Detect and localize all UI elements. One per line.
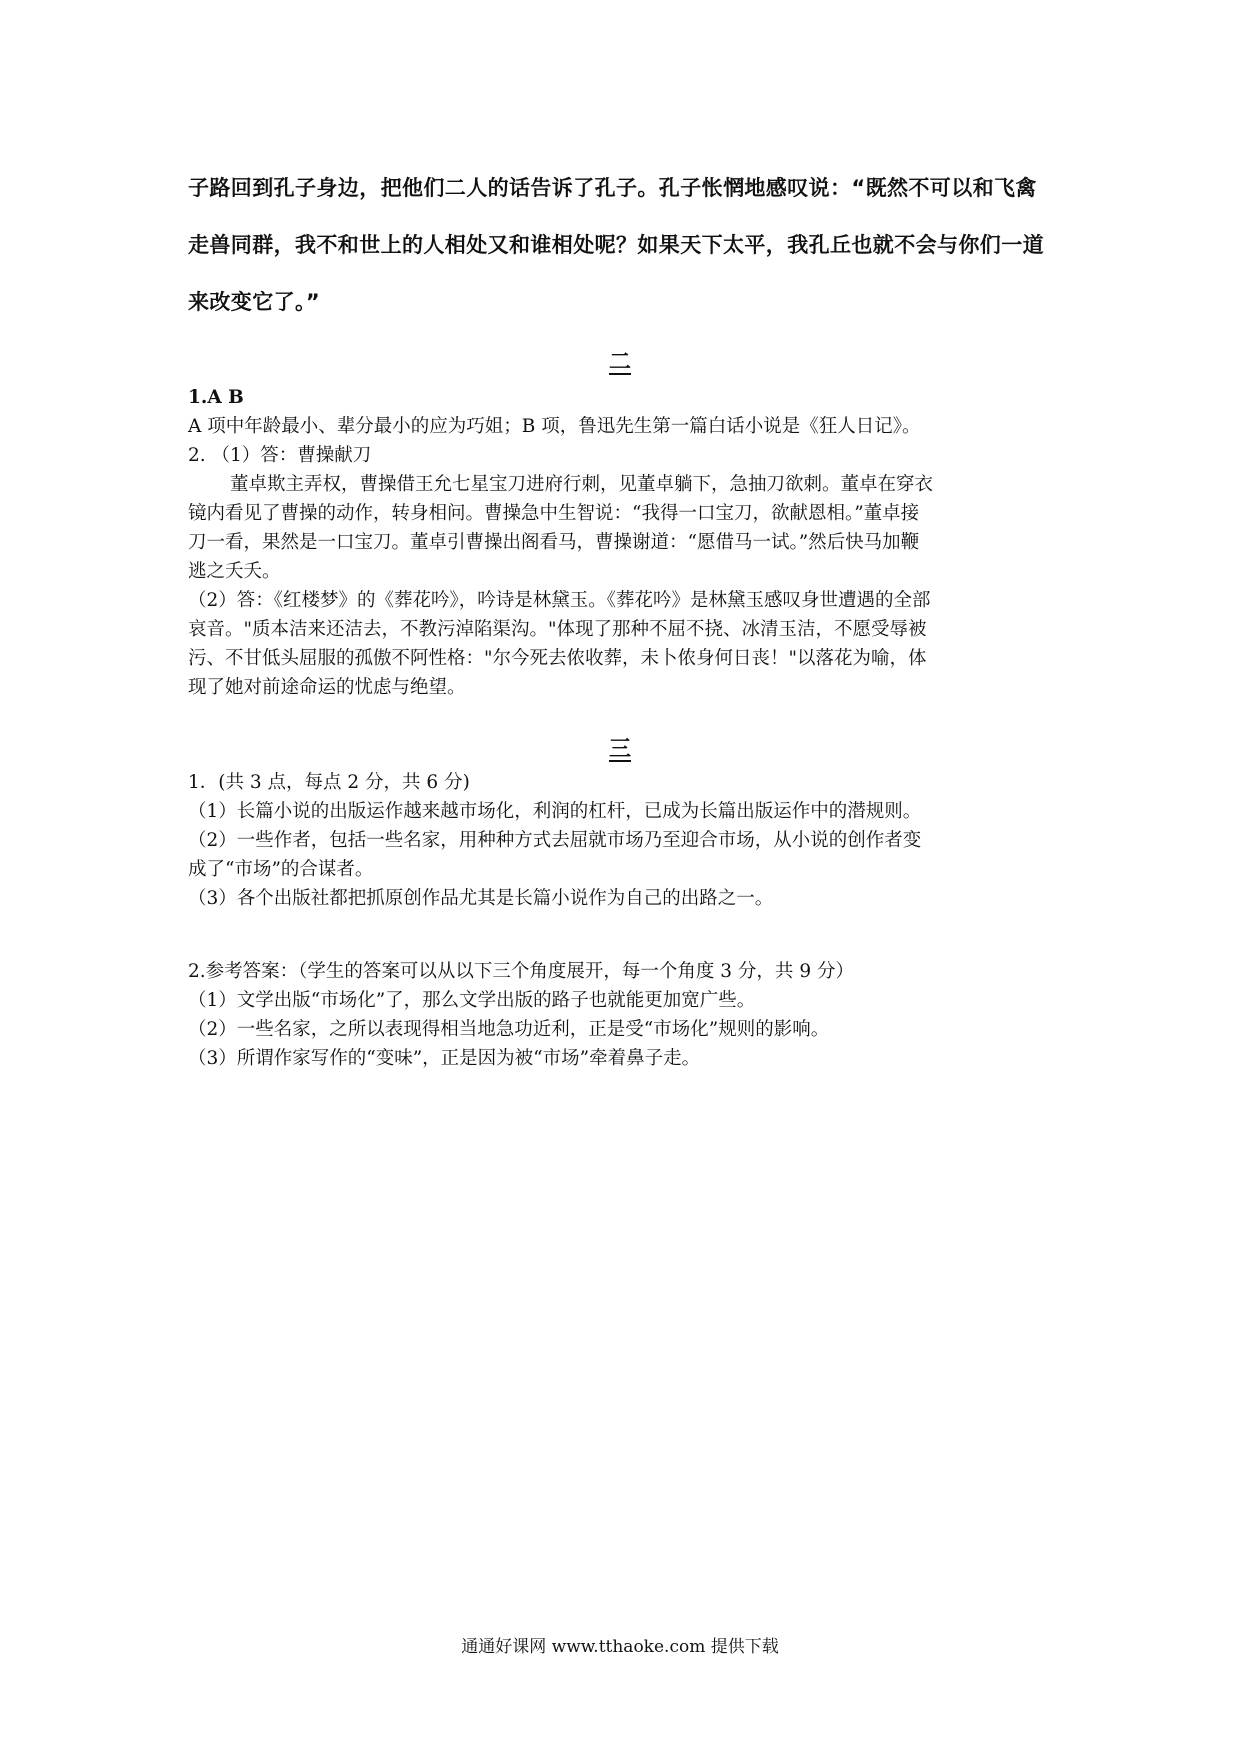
section3-q2-content <box>188 957 1060 1073</box>
section2-q2-p2-line: 哀音。"质本洁来还洁去，不教污淖陷渠沟。"体现了那种不屈不挠、冰清玉洁，不愿受辱被 <box>188 619 927 640</box>
section3-content <box>188 768 1060 913</box>
section2-q2-p2-line: 污、不甘低头屈服的孤傲不阿性格："尔今死去侬收葬，未卜侬身何日丧！"以落花为喻，体 <box>188 648 927 669</box>
page-footer: 通通好课网 www.tthaoke.com 提供下载 <box>461 1637 779 1657</box>
section3-q2-title: 2.参考答案：（学生的答案可以从以下三个角度展开，每一个角度 3 分，共 9 分） <box>188 961 854 982</box>
section2-q2-p2-line: 现了她对前途命运的忧虑与绝望。 <box>188 677 466 698</box>
section-heading-3: 三 <box>608 737 631 762</box>
intro-paragraph <box>188 160 1058 331</box>
intro-line: 来改变它了。” <box>188 290 321 314</box>
section3-q2-line: （3）所谓作家写作的“变味”，正是因为被“市场”牵着鼻子走。 <box>188 1048 701 1069</box>
section3-q1-line: （3）各个出版社都把抓原创作品尤其是长篇小说作为自己的出路之一。 <box>188 888 774 909</box>
section2-q2-p1-line: 刀一看，果然是一口宝刀。董卓引曹操出阁看马，曹操谢道：“愿借马一试。”然后快马加鞭 <box>188 532 920 553</box>
section2-q2-p1-line: 董卓欺主弄权，曹操借王允七星宝刀进府行刺，见董卓躺下，急抽刀欲刺。董卓在穿衣 <box>230 474 934 495</box>
intro-line: 子路回到孔子身边，把他们二人的话告诉了孔子。孔子怅惘地感叹说：“既然不可以和飞禽 <box>188 176 1037 200</box>
section3-q1-line: （2）一些作者，包括一些名家，用种种方式去屈就市场乃至迎合市场，从小说的创作者变 <box>188 830 922 851</box>
section2-content <box>188 383 1060 702</box>
intro-line: 走兽同群，我不和世上的人相处又和谁相处呢？如果天下太平，我孔丘也就不会与你们一道 <box>188 233 1044 257</box>
section2-q2-p1-line: 逃之夭夭。 <box>188 561 281 582</box>
section3-q1-line: 成了“市场”的合谋者。 <box>188 859 374 880</box>
section3-q1-line: （1）长篇小说的出版运作越来越市场化，利润的杠杆，已成为长篇出版运作中的潜规则。 <box>188 801 922 822</box>
section3-q1-title: 1．(共 3 点，每点 2 分，共 6 分) <box>188 772 470 793</box>
section2-q1-title: 1.A B <box>188 387 244 408</box>
section3-q2-line: （2）一些名家，之所以表现得相当地急功近利，正是受“市场化”规则的影响。 <box>188 1019 830 1040</box>
section2-q1-line: A 项中年龄最小、辈分最小的应为巧姐；B 项，鲁迅先生第一篇白话小说是《狂人日记》。 <box>188 416 921 437</box>
section3-q2-line: （1）文学出版“市场化”了，那么文学出版的路子也就能更加宽广些。 <box>188 990 756 1011</box>
section2-q2-p1-line: 镜内看见了曹操的动作，转身相问。曹操急中生智说：“我得一口宝刀，欲献恩相。”董卓接 <box>188 503 920 524</box>
section2-q2-title: 2. （1）答：曹操献刀 <box>188 445 372 466</box>
section2-q2-p2-line: （2）答：《红楼梦》的《葬花吟》，吟诗是林黛玉。《葬花吟》是林黛玉感叹身世遭遇的全部 <box>188 590 931 611</box>
section-heading-2: 二 <box>608 350 631 375</box>
